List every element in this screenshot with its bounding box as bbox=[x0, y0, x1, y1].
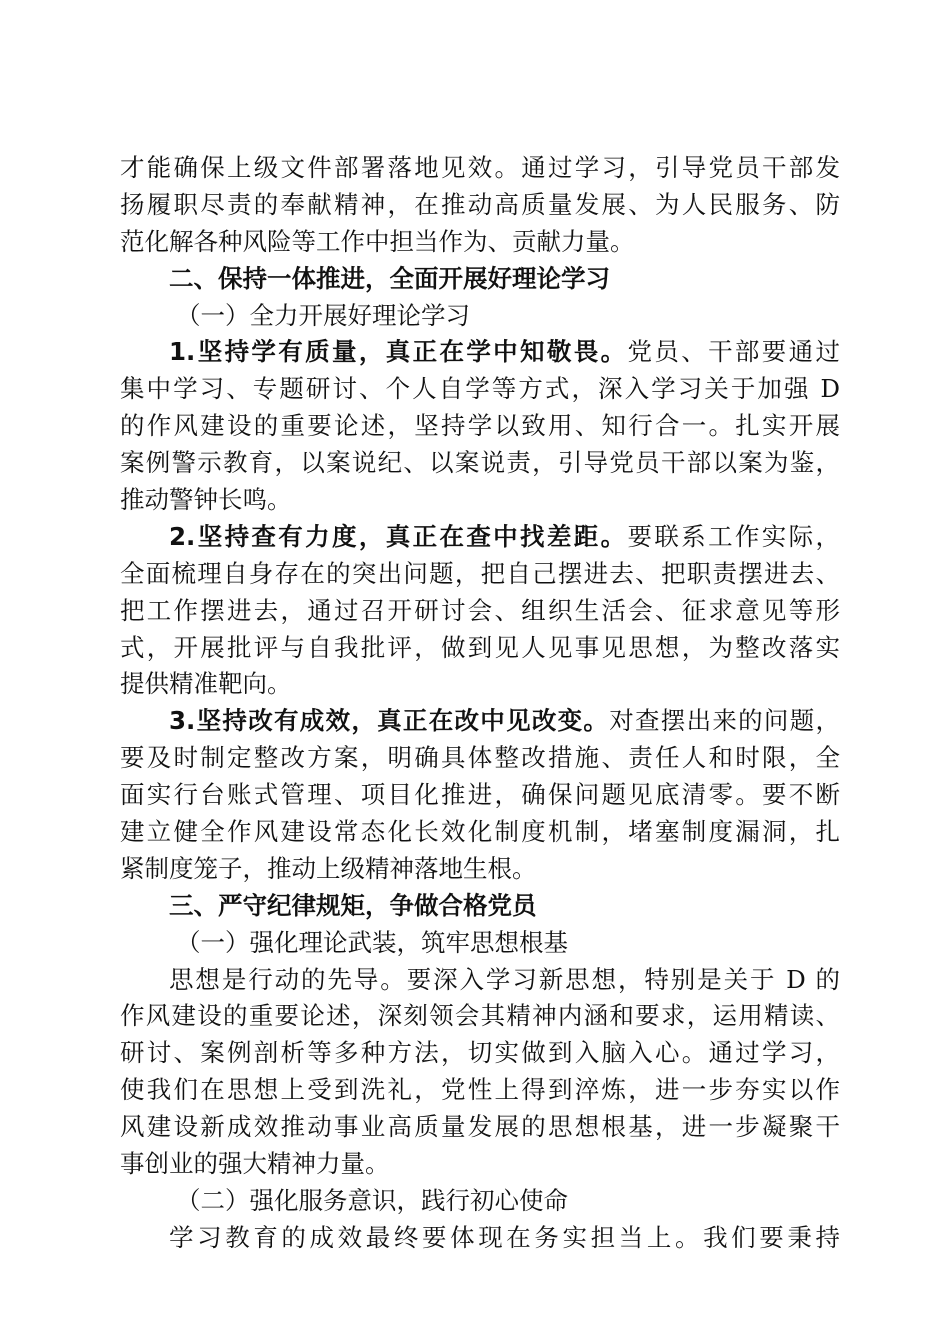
paragraph-line: 范化解各种风险等工作中担当作为、贡献力量。 bbox=[120, 226, 635, 256]
paragraph-line: 作风建设的重要论述，深刻领会其精神内涵和要求，运用精读、 bbox=[120, 1001, 840, 1031]
point-text: 要联系工作实际， bbox=[627, 521, 841, 551]
subsection-heading: （二）强化服务意识，践行初心使命 bbox=[176, 1185, 568, 1215]
paragraph-line: 式，开展批评与自我批评，做到见人见事见思想，为整改落实 bbox=[120, 632, 840, 662]
document-body bbox=[120, 150, 840, 1257]
paragraph-line: 事创业的强大精神力量。 bbox=[120, 1149, 390, 1179]
paragraph-line: 研讨、案例剖析等多种方法，切实做到入脑入心。通过学习， bbox=[120, 1038, 840, 1068]
paragraph-line: 把工作摆进去，通过召开研讨会、组织生活会、征求意见等形 bbox=[120, 595, 840, 625]
numbered-point-line bbox=[120, 703, 840, 740]
section-heading: 二、保持一体推进，全面开展好理论学习 bbox=[169, 263, 610, 293]
point-title: 1.坚持学有质量，真正在学中知敬畏。 bbox=[169, 337, 628, 367]
paragraph-line: 思想是行动的先导。要深入学习新思想，特别是关于 D 的 bbox=[169, 964, 840, 994]
paragraph-line: 建立健全作风建设常态化长效化制度机制，堵塞制度漏洞，扎 bbox=[120, 817, 840, 847]
subsection-heading: （一）全力开展好理论学习 bbox=[176, 300, 470, 330]
paragraph-line: 学习教育的成效最终要体现在务实担当上。我们要秉持 bbox=[169, 1222, 840, 1252]
numbered-point-line bbox=[120, 334, 840, 371]
paragraph-line: 案例警示教育，以案说纪、以案说责，引导党员干部以案为鉴， bbox=[120, 448, 840, 478]
paragraph-line: 扬履职尽责的奉献精神，在推动高质量发展、为人民服务、防 bbox=[120, 189, 840, 219]
point-title: 2.坚持查有力度，真正在查中找差距。 bbox=[169, 521, 628, 551]
paragraph-line: 紧制度笼子，推动上级精神落地生根。 bbox=[120, 853, 537, 883]
paragraph-line: 推动警钟长鸣。 bbox=[120, 485, 292, 515]
paragraph-line: 的作风建设的重要论述，坚持学以致用、知行合一。扎实开展 bbox=[120, 411, 840, 441]
paragraph-line: 才能确保上级文件部署落地见效。通过学习，引导党员干部发 bbox=[120, 153, 840, 182]
paragraph-line: 面实行台账式管理、项目化推进，确保问题见底清零。要不断 bbox=[120, 780, 840, 810]
paragraph-line: 使我们在思想上受到洗礼，党性上得到淬炼，进一步夯实以作 bbox=[120, 1075, 840, 1105]
numbered-point-line bbox=[120, 519, 840, 556]
paragraph-line: 要及时制定整改方案，明确具体整改措施、责任人和时限，全 bbox=[120, 743, 840, 773]
point-text: 对查摆出来的问题， bbox=[609, 706, 841, 736]
paragraph-line: 集中学习、专题研讨、个人自学等方式，深入学习关于加强 D bbox=[120, 374, 840, 404]
paragraph-line: 风建设新成效推动事业高质量发展的思想根基，进一步凝聚干 bbox=[120, 1112, 840, 1142]
section-heading: 三、严守纪律规矩，争做合格党员 bbox=[169, 890, 537, 920]
subsection-heading: （一）强化理论武装，筑牢思想根基 bbox=[176, 927, 568, 957]
paragraph-line: 全面梳理自身存在的突出问题，把自己摆进去、把职责摆进去、 bbox=[120, 558, 840, 588]
point-text: 党员、干部要通过 bbox=[627, 337, 841, 367]
paragraph-line: 提供精准靶向。 bbox=[120, 669, 292, 699]
point-title: 3.坚持改有成效，真正在改中见改变。 bbox=[169, 706, 610, 736]
